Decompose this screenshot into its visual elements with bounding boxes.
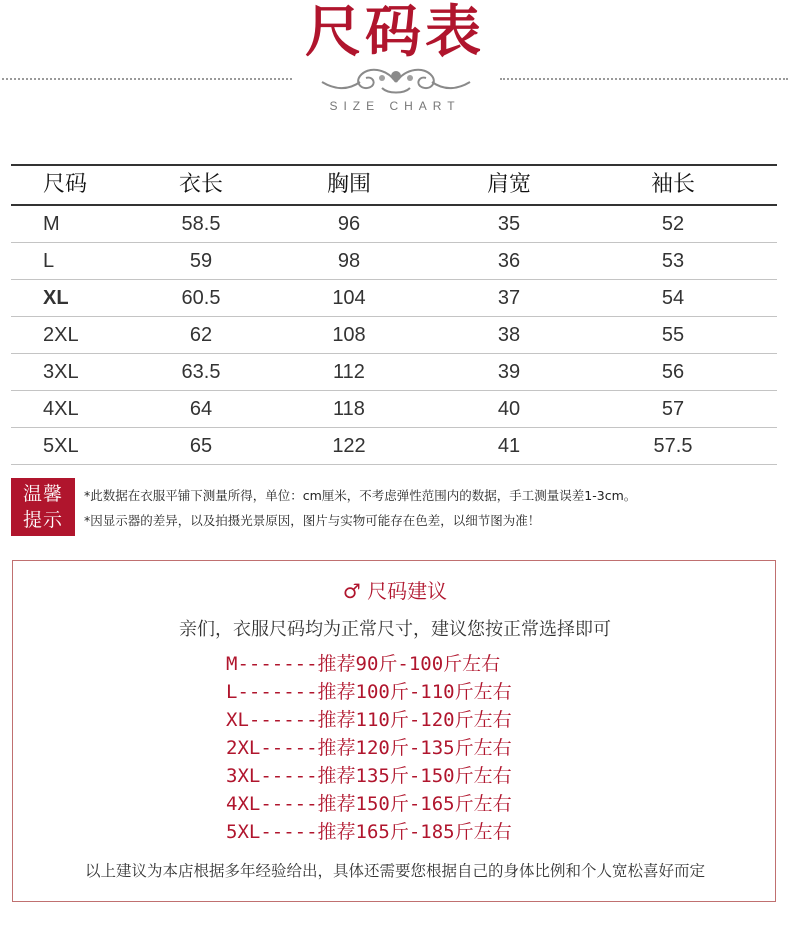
table-row: [11, 391, 777, 428]
table-cell: 57: [661, 398, 685, 420]
recommendation-intro: 亲们，衣服尺码均为正常尺寸，建议您按正常选择即可: [179, 619, 611, 640]
recommendation-line: 3XL-----推荐135斤-150斤左右: [226, 765, 512, 787]
tips-badge: [11, 478, 75, 536]
divider-right: [500, 78, 788, 80]
table-row: [11, 317, 777, 354]
header-cell: 袖长: [650, 172, 695, 197]
table-row: [11, 206, 777, 243]
header-cell: 胸围: [326, 172, 371, 197]
size-table: [11, 164, 777, 465]
table-cell: 62: [189, 324, 213, 346]
table-cell: 37: [497, 287, 521, 309]
tip-note: *因显示器的差异，以及拍摄光景原因，图片与实物可能存在色差，以细节图为准！: [84, 513, 541, 528]
table-cell: 63.5: [181, 361, 221, 383]
table-cell: L: [43, 250, 55, 272]
table-cell: 2XL: [43, 324, 79, 346]
page-title: 尺码表: [305, 0, 485, 65]
table-row: [11, 428, 777, 465]
table-header-row: [11, 164, 777, 206]
recommendation-line: 4XL-----推荐150斤-165斤左右: [226, 793, 512, 815]
table-cell: 104: [332, 287, 366, 309]
recommendation-line: L-------推荐100斤-110斤左右: [226, 681, 512, 703]
table-cell: 52: [661, 213, 685, 235]
recommendation-line: M-------推荐90斤-100斤左右: [226, 653, 501, 675]
tips-badge-line: 提示: [22, 509, 63, 531]
table-row: [11, 354, 777, 391]
table-cell: 56: [661, 361, 685, 383]
table-cell: 60.5: [181, 287, 221, 309]
page-subtitle: SIZE CHART: [329, 99, 461, 113]
table-cell: 118: [333, 398, 365, 420]
flourish-ornament-icon: [316, 62, 476, 100]
table-cell: 39: [497, 361, 521, 383]
table-cell: M: [43, 213, 60, 235]
table-cell: 38: [497, 324, 521, 346]
table-cell: 5XL: [43, 435, 79, 457]
header-cell: 衣长: [178, 172, 223, 197]
header-cell: 尺码: [43, 172, 88, 197]
table-cell: 108: [332, 324, 366, 346]
table-row: [11, 280, 777, 317]
tips-badge-line: 温馨: [22, 483, 63, 505]
table-cell: 58.5: [181, 213, 221, 235]
table-cell: 98: [337, 250, 361, 272]
table-cell: 36: [497, 250, 521, 272]
table-cell: 112: [333, 361, 365, 383]
recommendation-line: 5XL-----推荐165斤-185斤左右: [226, 821, 512, 843]
table-cell: 96: [337, 213, 361, 235]
tip-note: *此数据在衣服平铺下测量所得，单位：cm厘米，不考虑弹性范围内的数据，手工测量误差1-3cm。: [84, 488, 637, 503]
table-cell: 64: [189, 398, 213, 420]
table-cell: 55: [661, 324, 685, 346]
table-cell: 4XL: [43, 398, 79, 420]
table-cell: 122: [332, 435, 366, 457]
table-cell: 59: [189, 250, 213, 272]
recommendation-footer: 以上建议为本店根据多年经验给出，具体还需要您根据自己的身体比例和个人宽松喜好而定: [84, 862, 705, 880]
recommendation-line: XL------推荐110斤-120斤左右: [226, 709, 512, 731]
table-cell: 41: [497, 435, 521, 457]
recommendation-line: 2XL-----推荐120斤-135斤左右: [226, 737, 512, 759]
table-cell: 53: [661, 250, 685, 272]
table-row: [11, 243, 777, 280]
divider-left: [2, 78, 292, 80]
table-cell: 54: [661, 287, 685, 309]
recommendation-title: ♂ 尺码建议: [342, 579, 448, 603]
table-cell: 35: [497, 213, 521, 235]
table-cell: 40: [497, 398, 521, 420]
table-cell: XL: [43, 287, 69, 309]
header-cell: 肩宽: [486, 172, 531, 197]
table-cell: 65: [189, 435, 213, 457]
table-cell: 3XL: [43, 361, 79, 383]
table-cell: 57.5: [653, 435, 693, 457]
